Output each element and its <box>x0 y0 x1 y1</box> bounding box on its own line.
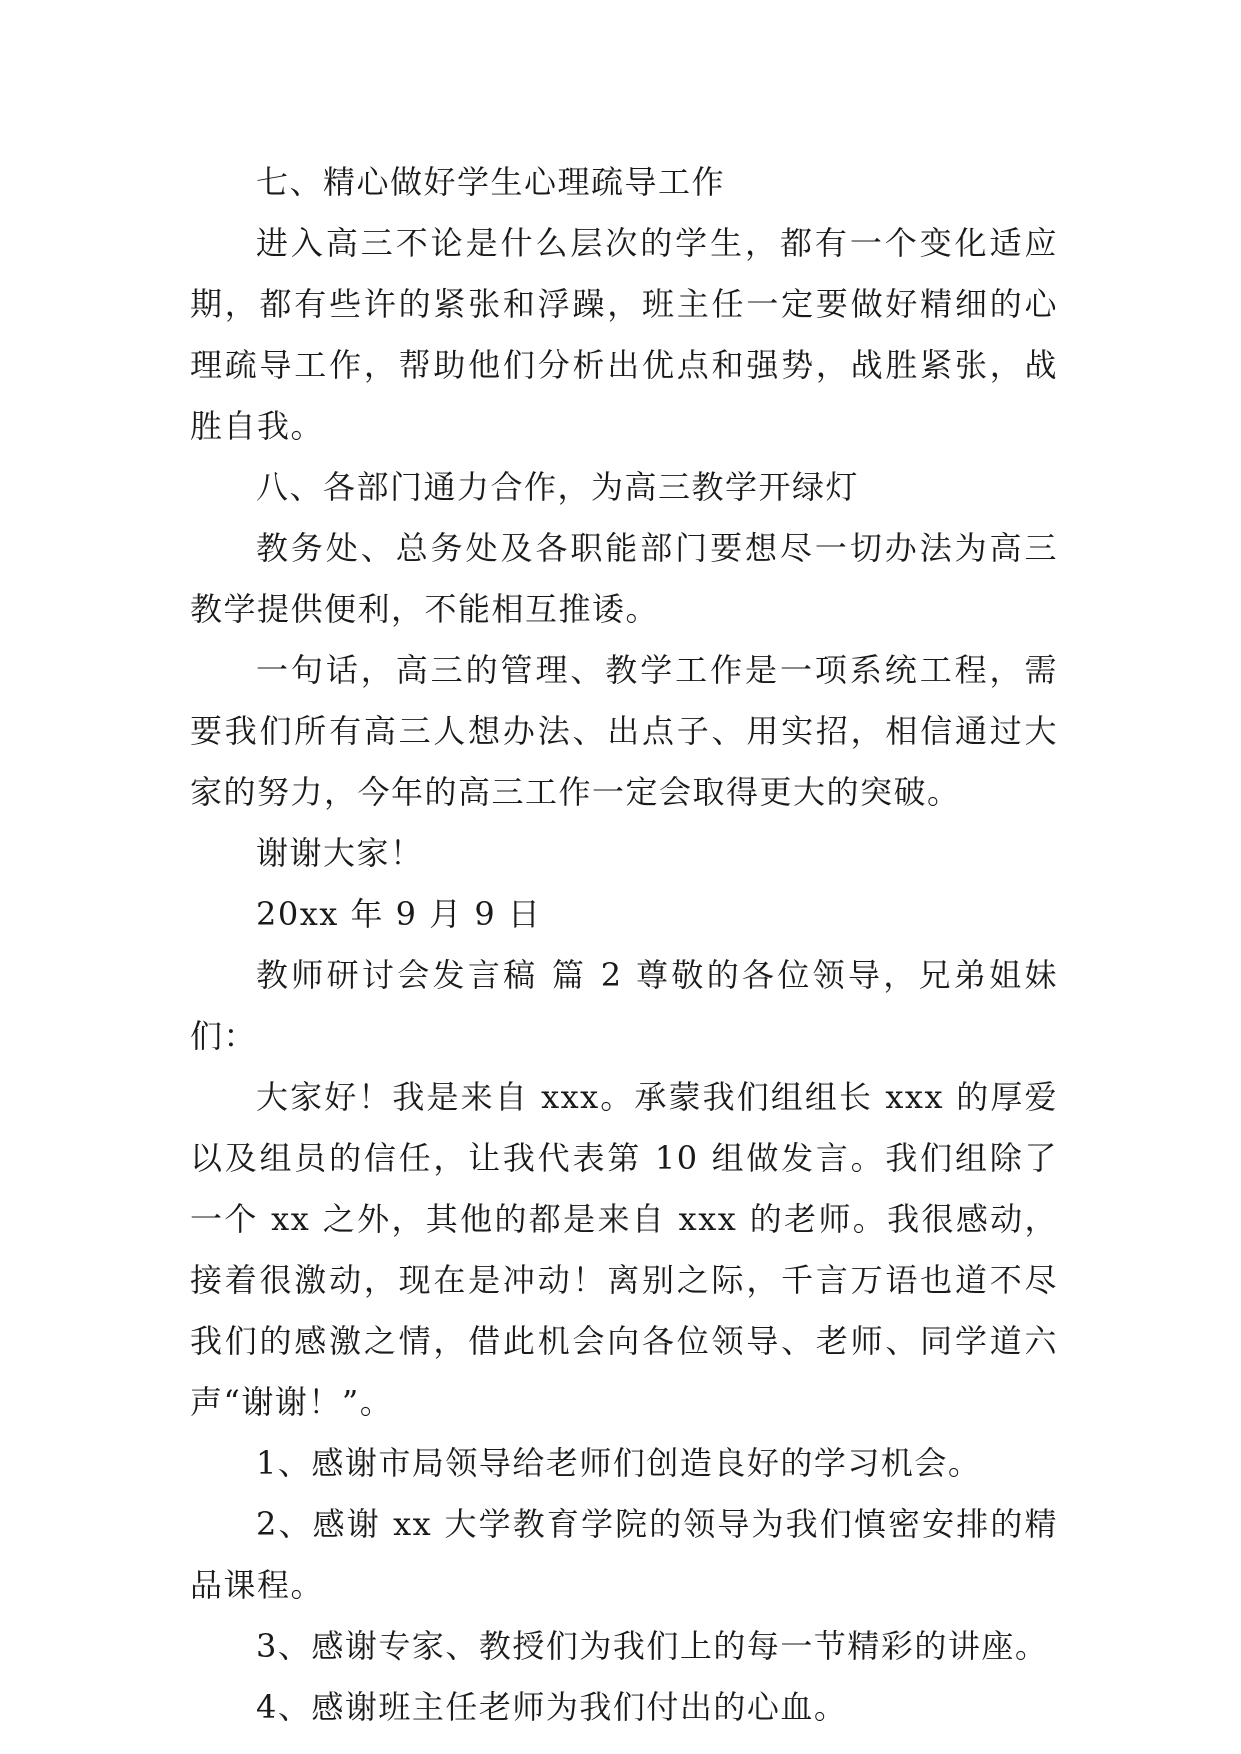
paragraph-psychological-guidance: 进入高三不论是什么层次的学生，都有一个变化适应期，都有些许的紧张和浮躁，班主任一定要做好精细的心理疏导工作，帮助他们分析出优点和强势，战胜紧张，战胜自我。 <box>190 224 1058 445</box>
speech-2-title: 教师研讨会发言稿 篇 2 尊敬的各位领导，兄弟姐妹们： <box>190 956 1058 1055</box>
thanks-item-2: 2、感谢 xx 大学教育学院的领导为我们慎密安排的精品课程。 <box>190 1505 1058 1604</box>
paragraph-greeting: 大家好！我是来自 xxx。承蒙我们组组长 xxx 的厚爱以及组员的信任，让我代表第 10 组做发言。我们组除了一个 xx 之外，其他的都是来自 xxx 的老师。我很感动，接着很激动，现在是冲动！离别之际，千言万语也道不尽我们的感激之情，借此机会向各位领导、老师、同学道六声“谢谢！”。 <box>190 1078 1058 1421</box>
date-line: 20xx 年 9 月 9 日 <box>256 895 542 933</box>
thanks-item-1: 1、感谢市局领导给老师们创造良好的学习机会。 <box>256 1444 982 1482</box>
section-heading-7: 七、精心做好学生心理疏导工作 <box>256 163 726 201</box>
closing-thanks: 谢谢大家！ <box>256 834 424 872</box>
paragraph-summary: 一句话，高三的管理、教学工作是一项系统工程，需要我们所有高三人想办法、出点子、用实招，相信通过大家的努力，今年的高三工作一定会取得更大的突破。 <box>190 651 1058 811</box>
thanks-item-4: 4、感谢班主任老师为我们付出的心血。 <box>256 1688 848 1726</box>
paragraph-department-cooperation: 教务处、总务处及各职能部门要想尽一切办法为高三教学提供便利，不能相互推诿。 <box>190 529 1058 628</box>
thanks-item-3: 3、感谢专家、教授们为我们上的每一节精彩的讲座。 <box>256 1627 1049 1665</box>
section-heading-8: 八、各部门通力合作，为高三教学开绿灯 <box>256 468 860 506</box>
document-body <box>190 152 1058 1738</box>
